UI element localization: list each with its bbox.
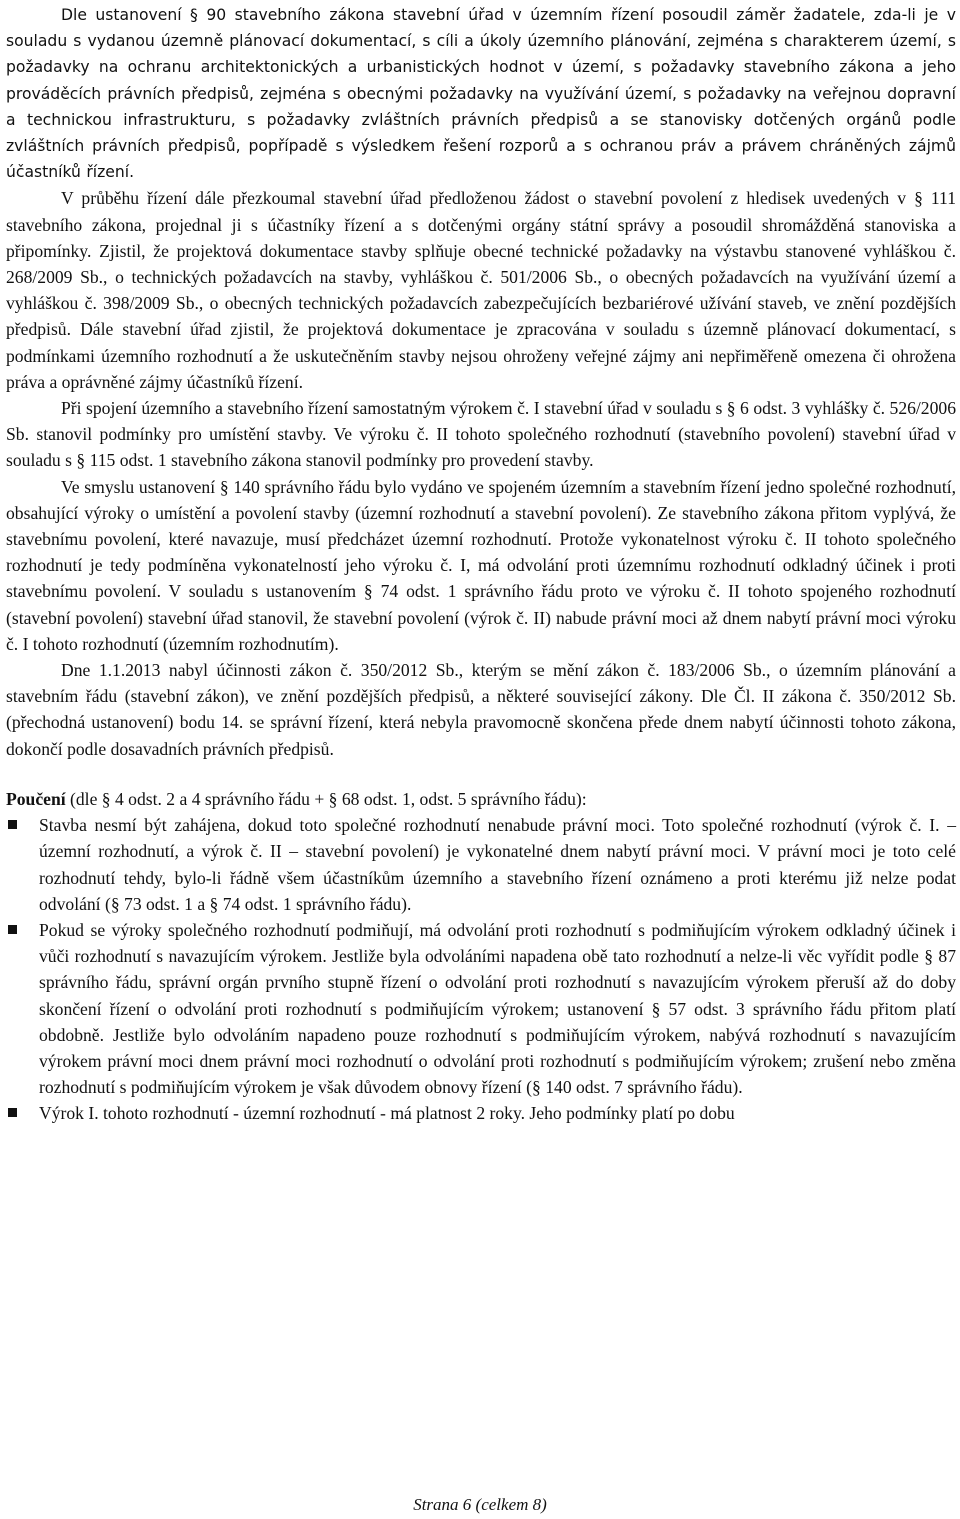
- instruction-heading: [6, 786, 956, 812]
- list-item-text: Stavba nesmí být zahájena, dokud toto společné rozhodnutí nenabude právní moci. Toto společné rozhodnutí (výrok č. I. – územní rozhodnutí, a výrok č. II – stavební povolení) je vykonatelné dnem nabytí právní moci. V právní moci je toto celé rozhodnutí tehdy, bylo-li řádně všem účastníkům územního a stavebního řízení oznámeno a proti kterému již nelze podat odvolání (§ 73 odst. 1 a § 74 odst. 1 správního řádu).: [39, 815, 956, 914]
- paragraph-5: Dne 1.1.2013 nabyl účinnosti zákon č. 350/2012 Sb., kterým se mění zákon č. 183/2006 Sb., o územním plánování a stavebním řádu (stavební zákon), ve znění pozdějších předpisů, a některé související zákony. Dle Čl. II zákona č. 350/2012 Sb. (přechodná ustanovení) bodu 14. se správní řízení, která nebyla pravomocně skončena přede dnem nabytí účinnosti tohoto zákona, dokončí podle dosavadních právních předpisů.: [6, 660, 956, 759]
- list-item-text: Výrok I. tohoto rozhodnutí - územní rozhodnutí - má platnost 2 roky. Jeho podmínky platí po dobu: [39, 1103, 735, 1124]
- body-text: [6, 2, 956, 762]
- instruction-heading-bold: Poučení: [6, 788, 66, 809]
- paragraph-2: V průběhu řízení dále přezkoumal stavební úřad předloženou žádost o stavební povolení z hledisek uvedených v § 111 stavebního zákona, projednal ji s účastníky řízení a s dotčenými orgány státní správy a posoudil shromážděná stanoviska a připomínky. Zjistil, že projektová dokumentace stavby splňuje obecné technické požadavky na výstavbu stanovené vyhláškou č. 268/2009 Sb., o technických požadavcích na stavby, vyhláškou č. 501/2006 Sb., o obecných požadavcích na využívání území a vyhláškou č. 398/2009 Sb., o obecných technických požadavcích zabezpečujících bezbariérové užívání staveb, ve znění pozdějších předpisů. Dále stavební úřad zjistil, že projektová dokumentace je zpracována v souladu s územně plánovací dokumentací, s podmínkami územního rozhodnutí a že uskutečněním stavby nejsou ohroženy veřejné zájmy ani nepřiměřeně omezena či ohrožena práva a oprávněné zájmy účastníků řízení.: [6, 188, 956, 392]
- square-bullet-icon: [8, 925, 17, 934]
- paragraph-3: Při spojení územního a stavebního řízení samostatným výrokem č. I stavební úřad v souladu s § 6 odst. 3 vyhlášky č. 526/2006 Sb. stanovil podmínky pro umístění stavby. Ve výroku č. II tohoto společného rozhodnutí (stavebního povolení) stavební úřad v souladu s § 115 odst. 1 stavebního zákona stanovil podmínky pro provedení stavby.: [6, 398, 956, 471]
- square-bullet-icon: [8, 820, 17, 829]
- instruction-list: [6, 812, 956, 1126]
- instruction-heading-rest: (dle § 4 odst. 2 a 4 správního řádu + § 68 odst. 1, odst. 5 správního řádu):: [65, 788, 587, 809]
- paragraph-4: Ve smyslu ustanovení § 140 správního řádu bylo vydáno ve spojeném územním a stavebním řízení jedno společné rozhodnutí, obsahující výroky o umístění a povolení stavby (územní rozhodnutí a stavební povolení). Ze stavebního zákona přitom vyplývá, že stavebnímu povolení, které navazuje, musí předcházet územní rozhodnutí. Protože vykonatelnost výroku č. II tohoto společného rozhodnutí je tedy podmíněna vykonatelností jeho výroku č. I, má odvolání proti územnímu rozhodnutí odkladný účinek i proti stavebnímu povolení. V souladu s ustanovením § 74 odst. 1 správního řádu proto ve výroku č. II tohoto spojeného rozhodnutí (stavební povolení) stavební úřad stanovil, že stavební povolení (výrok č. II) nabude právní moci až dnem nabytí právní moci výroku č. I tohoto rozhodnutí (územním rozhodnutím).: [6, 476, 956, 654]
- list-item: [6, 1100, 956, 1126]
- spacer: [6, 762, 956, 786]
- square-bullet-icon: [8, 1108, 17, 1117]
- paragraph-1: Dle ustanovení § 90 stavebního zákona stavební úřad v územním řízení posoudil záměr žadatele, zda-li je v souladu s vydanou územně plánovací dokumentací, s cíli a úkoly územního plánování, zejména s charakterem území, s požadavky na ochranu architektonických a urbanistických hodnot v území, s požadavky stavebního zákona a jeho prováděcích právních předpisů, zejména s obecnými požadavky na využívání území, s požadavky na veřejnou dopravní a technickou infrastrukturu, s požadavky zvláštních právních předpisů a se stanovisky dotčených orgánů podle zvláštních právních předpisů, popřípadě s výsledkem řešení rozporů a s ochranou práv a právem chráněných zájmů účastníků řízení.: [6, 6, 956, 182]
- list-item: [6, 812, 956, 917]
- list-item: [6, 917, 956, 1100]
- page-footer: Strana 6 (celkem 8): [413, 1495, 547, 1514]
- list-item-text: Pokud se výroky společného rozhodnutí podmiňují, má odvolání proti rozhodnutí s podmiňujícím výrokem odkladný účinek i vůči rozhodnutí s navazujícím výrokem. Jestliže byla odvoláními napadena obě tato rozhodnutí a nelze-li věc vyřídit podle § 87 správního řádu, správní orgán prvního stupně řízení o odvolání proti rozhodnutí s navazujícím výrokem přeruší až do doby skončení řízení o odvolání proti rozhodnutí s podmiňujícím výrokem; ustanovení § 57 odst. 3 správního řádu přitom platí obdobně. Jestliže bylo odvoláním napadeno pouze rozhodnutí s podmiňujícím výrokem, nabývá rozhodnutí s navazujícím výrokem právní moci dnem právní moci rozhodnutí o odvolání proti rozhodnutí s podmiňujícím výrokem; zrušení nebo změna rozhodnutí s podmiňujícím výrokem je však důvodem obnovy řízení (§ 140 odst. 7 správního řádu).: [39, 919, 956, 1098]
